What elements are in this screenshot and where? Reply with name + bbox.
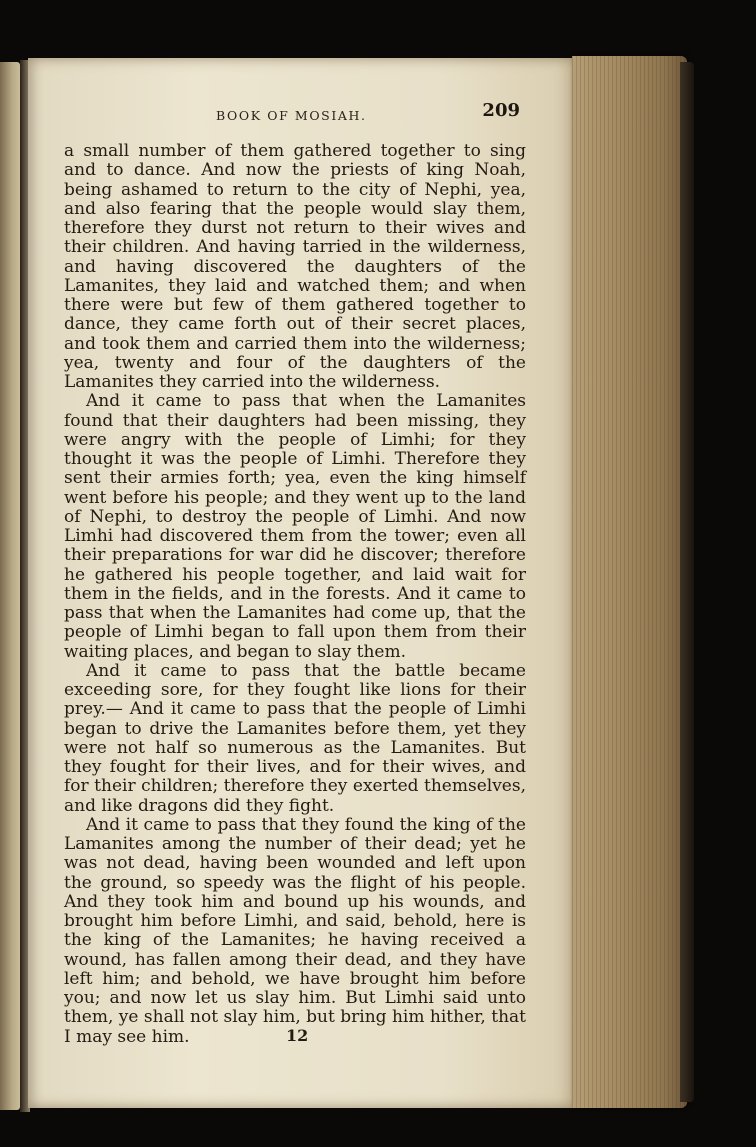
signature-mark: 12	[286, 1026, 309, 1045]
running-head	[60, 100, 520, 128]
page-number: 209	[482, 100, 520, 121]
previous-page-edge	[0, 62, 20, 1110]
book-cover-edge	[680, 62, 694, 1102]
paragraph: And it came to pass that the battle became exceeding sore, for they fought like lions for their prey.— And it came to pass that the people of Limhi began to drive the Lamanites before them, yet they were not half so numerous as the Lamanites. But they fought for their lives, and for their wives, and for their children; therefore they exerted themselves, and like dragons did they fight.	[64, 660, 526, 816]
page-text	[64, 142, 526, 1047]
book-title: BOOK OF MOSIAH.	[216, 108, 367, 123]
paragraph: And it came to pass that when the Lamanites found that their daughters had been missing, they were angry with the people of Limhi; for they thought it was the people of Limhi. Therefore they sent their armies forth; yea, even the king himself went before his people; and they went up to the land of Nephi, to destroy the people of Limhi. And now Limhi had discovered them from the tower; even all their preparations for war did he discover; therefore he gathered his people together, and laid wait for them in the fields, and in the forests. And it came to pass that when the Lamanites had come up, that the people of Limhi began to fall upon them from their waiting places, and began to slay them.	[64, 391, 526, 662]
page-block-edge	[572, 56, 687, 1108]
paragraph: a small number of them gathered together to sing and to dance. And now the priests of king Noah, being ashamed to return to the city of Nephi, yea, and also fearing that the people would slay them, therefore they durst not return to their wives and their children. And having tarried in the wilderness, and having discovered the daughters of the Lamanites, they laid and watched them; and when there were but few of them gathered together to dance, they came forth out of their secret places, and took them and carried them into the wilderness; yea, twenty and four of the daughters of the Lamanites they carried into the wilderness.	[64, 141, 526, 392]
paragraph: And it came to pass that they found the king of the Lamanites among the number of their dead; yet he was not dead, having been wounded and left upon the ground, so speedy was the flight of his people. And they took him and bound up his wounds, and brought him before Limhi, and said, behold, here is the king of the Lamanites; he having received a wound, has fallen among their dead, and they have left him; and behold, we have brought him before you; and now let us slay him. But Limhi said unto them, ye shall not slay him, but bring him hither, that I may see him.	[64, 814, 526, 1047]
